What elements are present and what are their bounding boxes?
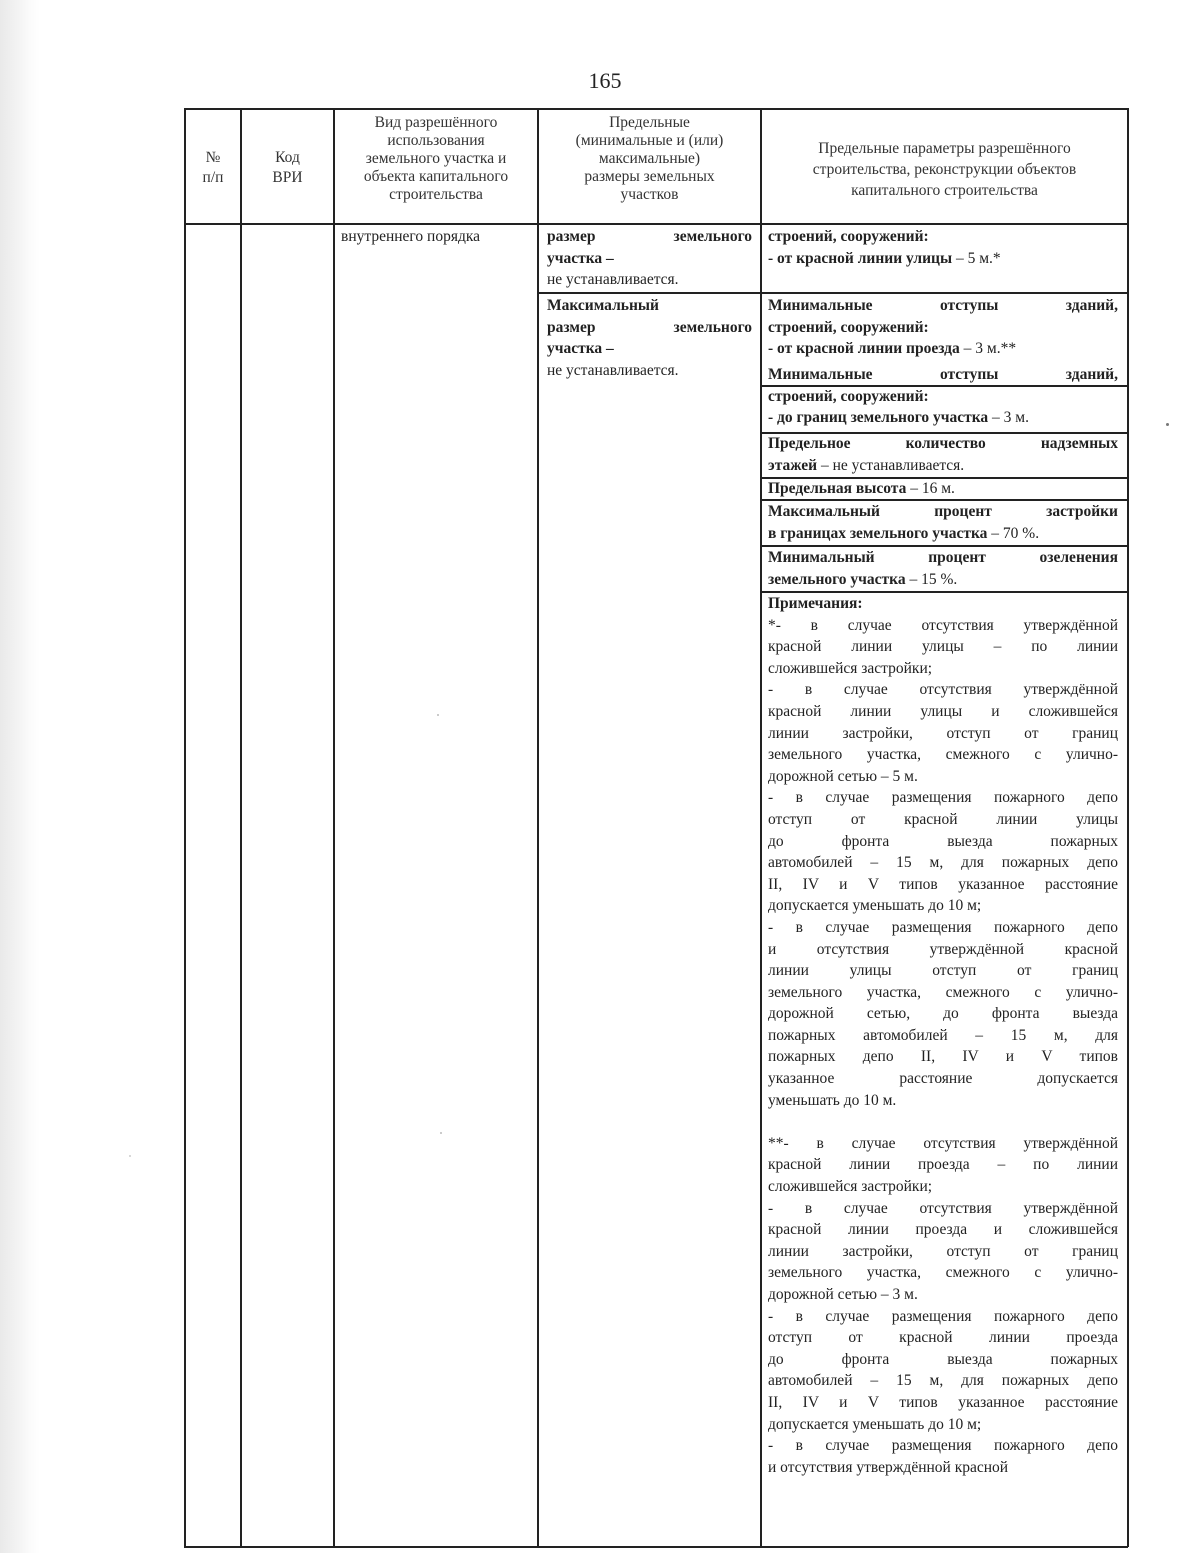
param-bold: этажей [768, 456, 818, 474]
header-line: использования [387, 132, 485, 149]
scan-speck [440, 1132, 442, 1134]
size-line: размер земельного [547, 228, 752, 245]
table-border-right [1127, 108, 1129, 1547]
scan-speck [129, 1155, 131, 1157]
param-value: – 15 %. [905, 570, 958, 588]
notes-line: красной линии улицы – по линии [768, 638, 1118, 656]
notes-line: пожарных автомобилей – 15 м, для [768, 1026, 1118, 1044]
header-divider [184, 223, 1128, 225]
param-cell [768, 501, 1118, 544]
notes-line: и отсутствия утверждённой красной [768, 1458, 1009, 1476]
notes-line: до фронта выезда пожарных [768, 1350, 1118, 1368]
notes-line: допускается уменьшать до 10 м; [768, 897, 982, 915]
header-line: строительства, реконструкции объектов [812, 161, 1077, 178]
param-cell [768, 295, 1118, 360]
notes-line: допускается уменьшать до 10 м; [768, 1415, 982, 1433]
size-line: Максимальный [547, 297, 659, 314]
header-params [762, 138, 1127, 201]
notes-line: сложившейся застройки; [768, 659, 933, 677]
param-value: – 3 м.** [959, 340, 1017, 358]
column-divider [760, 108, 762, 1547]
notes-line: до фронта выезда пожарных [768, 832, 1118, 850]
header-line: № [205, 149, 221, 166]
table-border-bottom [184, 1546, 1128, 1548]
param-value: – 70 %. [987, 524, 1040, 542]
notes-line: линии застройки, отступ от границ [768, 724, 1118, 742]
header-line: земельного участка и [365, 150, 507, 167]
param-value: – не устанавливается. [817, 456, 965, 474]
notes-line: отступ от красной линии проезда [768, 1329, 1118, 1347]
param-bold: Минимальный процент озеленения [768, 549, 1118, 566]
header-line: капитального строительства [851, 182, 1038, 199]
table-border-top [184, 108, 1128, 110]
notes-line: красной линии улицы и сложившейся [768, 702, 1118, 720]
param-bold: земельного участка [768, 570, 906, 588]
column-divider [333, 108, 335, 1547]
param-value: – 5 м.* [952, 249, 1001, 267]
header-line: максимальные) [598, 150, 701, 167]
size-line: не устанавливается. [547, 271, 679, 289]
column-divider [240, 108, 242, 1547]
notes-line: земельного участка, смежного с улично- [768, 983, 1118, 1001]
header-line: строительства [389, 186, 483, 203]
notes-line: - в случае отсутствия утверждённой [768, 1199, 1118, 1217]
notes-line: уменьшать до 10 м. [768, 1091, 897, 1109]
size-line: не устанавливается. [547, 361, 679, 379]
notes-block [768, 593, 1118, 1478]
row-divider [537, 292, 1128, 294]
param-value: – 3 м. [988, 409, 1029, 427]
notes-line: - в случае размещения пожарного депо [768, 1307, 1118, 1325]
header-line: участков [620, 186, 679, 203]
notes-line: *- в случае отсутствия утверждённой [768, 616, 1118, 634]
notes-line: автомобилей – 15 м, для пожарных депо [768, 854, 1118, 872]
param-cell [768, 433, 1118, 476]
size-line: участка – [547, 249, 614, 267]
param-bold: Минимальные отступы зданий, [768, 366, 1118, 383]
size-line: размер земельного [547, 318, 752, 336]
column-divider [537, 108, 539, 1547]
notes-line: автомобилей – 15 м, для пожарных депо [768, 1372, 1118, 1390]
notes-line: пожарных депо II, IV и V типов [768, 1048, 1118, 1066]
notes-line: отступ от красной линии улицы [768, 810, 1118, 828]
param-bold: - от красной линии проезда [768, 340, 960, 358]
param-bold: строений, сооружений: [768, 318, 929, 336]
header-line: ВРИ [272, 169, 303, 186]
param-bold: строений, сооружений: [768, 228, 929, 245]
header-kind [335, 114, 537, 204]
notes-line: дорожной сетью, до фронта выезда [768, 1005, 1118, 1023]
land-use-kind: внутреннего порядка [341, 228, 481, 245]
scan-shadow [0, 0, 40, 1553]
notes-gap [768, 1111, 1118, 1133]
param-cell [768, 547, 1118, 590]
notes-line: - в случае отсутствия утверждённой [768, 681, 1118, 699]
header-line: размеры земельных [584, 168, 715, 185]
param-cell [768, 364, 1118, 429]
header-line: Код [275, 149, 300, 166]
notes-line: дорожной сетью – 3 м. [768, 1286, 918, 1303]
scan-speck [437, 714, 439, 716]
notes-line: II, IV и V типов указанное расстояние [768, 1393, 1118, 1411]
param-bold: - до границ земельного участка [768, 409, 989, 427]
header-number [186, 148, 240, 188]
param-bold: Предельное количество надземных [768, 435, 1118, 452]
notes-line: - в случае размещения пожарного депо [768, 918, 1118, 936]
notes-line: указанное расстояние допускается [768, 1070, 1118, 1088]
param-bold: Максимальный процент застройки [768, 503, 1118, 520]
param-value: – 16 м. [906, 480, 955, 497]
notes-line: и отсутствия утверждённой красной [768, 940, 1118, 958]
notes-line: **- в случае отсутствия утверждённой [768, 1134, 1118, 1152]
param-bold: - от красной линии улицы [768, 249, 953, 267]
notes-line: красной линии проезда и сложившейся [768, 1221, 1118, 1239]
notes-line: земельного участка, смежного с улично- [768, 1264, 1118, 1282]
header-code [242, 148, 333, 188]
notes-line: сложившейся застройки; [768, 1178, 933, 1196]
header-line: (минимальные и (или) [575, 132, 724, 149]
size-line: участка – [547, 340, 614, 358]
notes-line: - в случае размещения пожарного депо [768, 1437, 1118, 1455]
page-number: 165 [588, 68, 622, 93]
notes-line: II, IV и V типов указанное расстояние [768, 875, 1118, 893]
header-line: Предельные [609, 114, 690, 131]
size-block [547, 295, 752, 381]
header-line: объекта капитального [363, 168, 509, 185]
header-sizes [539, 114, 760, 204]
notes-line: - в случае размещения пожарного депо [768, 789, 1118, 807]
notes-line: земельного участка, смежного с улично- [768, 746, 1118, 764]
header-line: Предельные параметры разрешённого [818, 140, 1071, 157]
header-line: Вид разрешённого [374, 114, 498, 131]
notes-line: дорожной сетью – 5 м. [768, 767, 918, 785]
scan-speck [1166, 423, 1169, 426]
param-bold: Минимальные отступы зданий, [768, 297, 1118, 314]
notes-line: красной линии проезда – по линии [768, 1156, 1118, 1174]
param-bold: в границах земельного участка [768, 524, 988, 542]
header-line: п/п [202, 169, 224, 186]
size-block [547, 226, 752, 291]
param-bold: строений, сооружений: [768, 387, 929, 405]
notes-line: линии застройки, отступ от границ [768, 1242, 1118, 1260]
notes-line: линии улицы отступ от границ [768, 962, 1118, 980]
notes-title: Примечания: [768, 595, 863, 612]
param-cell [768, 478, 1118, 500]
table-border-left [184, 108, 186, 1547]
param-cell [768, 226, 1118, 269]
param-bold: Предельная высота [768, 480, 907, 497]
